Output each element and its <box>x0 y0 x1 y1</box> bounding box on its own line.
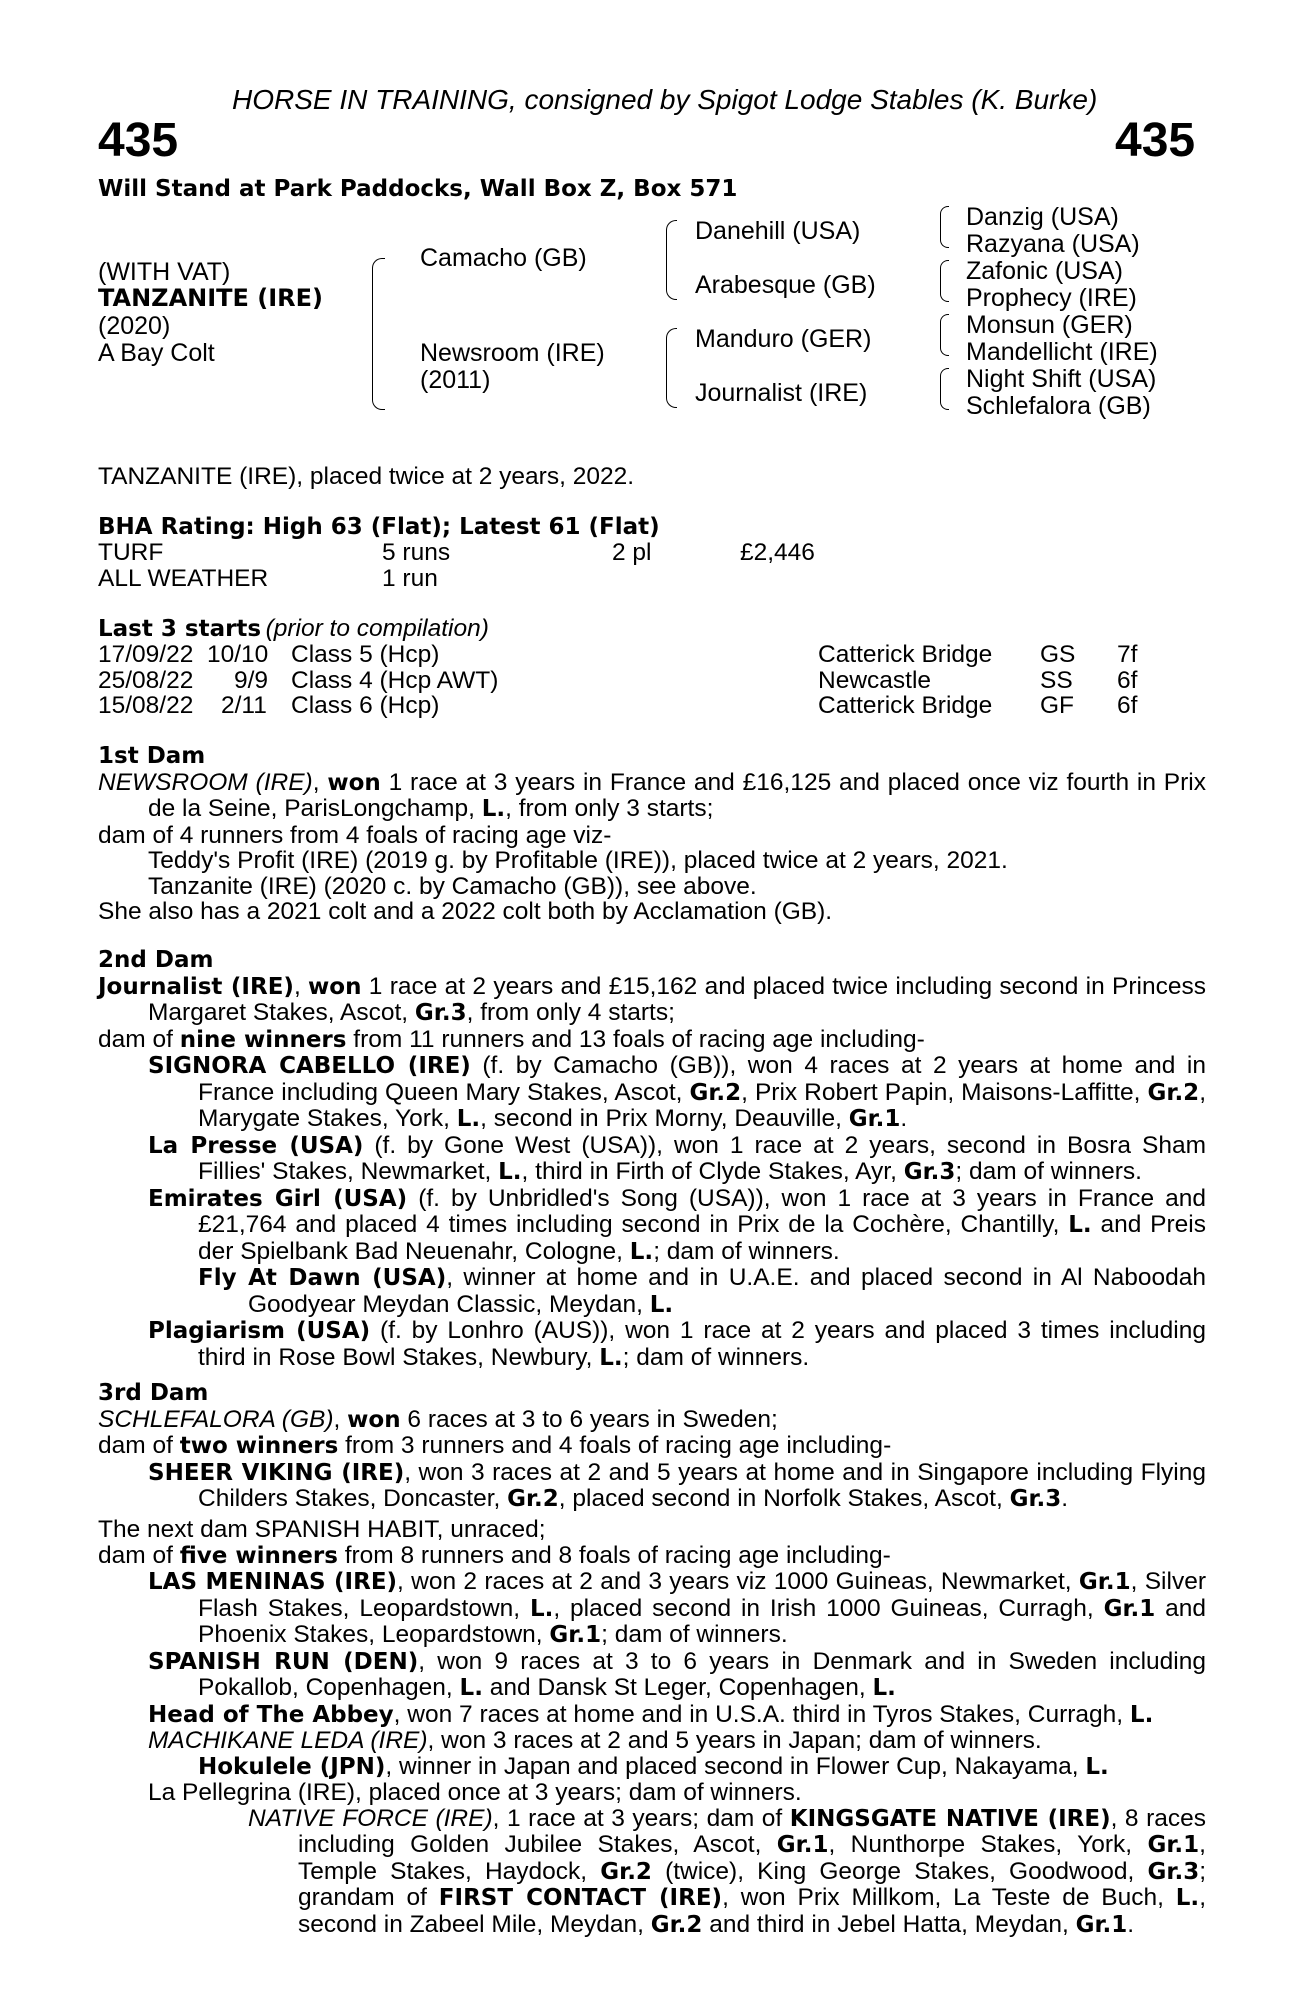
sire-dam: Arabesque (GB) <box>695 271 876 299</box>
start-distance: 6f <box>1117 667 1138 694</box>
start-position: 9/9 <box>234 667 269 694</box>
horse-name: TANZANITE (IRE) <box>98 284 324 312</box>
start-going: GF <box>1040 692 1075 719</box>
start-course: Catterick Bridge <box>818 641 993 668</box>
rating-runs: 5 runs <box>382 539 451 566</box>
start-going: SS <box>1040 667 1073 694</box>
dam-dam: Journalist (IRE) <box>695 379 868 407</box>
ped-sdd: Prophecy (IRE) <box>966 284 1137 312</box>
dam-year: (2011) <box>420 366 491 394</box>
rating-runs: 1 run <box>382 565 438 592</box>
produce-item: SHEER VIKING (IRE), won 3 races at 2 and 5 years at home and in Singapore including Flying Childers Stakes, Doncaster, Gr.2, placed second in Norfolk Stakes, Ascot, Gr.3. <box>148 1458 1206 1512</box>
start-date: 15/08/22 <box>98 692 194 719</box>
dam-record: SCHLEFALORA (GB), won 6 races at 3 to 6 years in Sweden; <box>98 1405 778 1433</box>
ped-sss: Danzig (USA) <box>966 203 1119 231</box>
rating-earnings: £2,446 <box>740 539 815 566</box>
rating-placed: 2 pl <box>612 539 652 566</box>
dam-record: NEWSROOM (IRE), won 1 race at 3 years in France and £16,125 and placed once viz fourth in Prix de la Seine, ParisLongchamp, L., from only 3 starts; <box>98 768 1206 822</box>
rating-surface: ALL WEATHER <box>98 565 269 592</box>
produce-intro: dam of five winners from 8 runners and 8 foals of racing age including- <box>98 1541 891 1569</box>
start-course: Catterick Bridge <box>818 692 993 719</box>
pedigree-brace <box>372 258 385 410</box>
rating-title: BHA Rating: High 63 (Flat); Latest 61 (Flat) <box>98 514 660 540</box>
lot-number-left: 435 <box>98 114 179 167</box>
starts-heading <box>98 616 489 642</box>
produce-note: She also has a 2021 colt and a 2022 colt both by Acclamation (GB). <box>98 898 833 925</box>
pedigree-brace <box>940 314 949 356</box>
ped-dss: Monsun (GER) <box>966 311 1133 339</box>
start-date: 25/08/22 <box>98 667 194 694</box>
starts-title: Last 3 starts <box>98 616 262 642</box>
vat-note: (WITH VAT) <box>98 258 231 286</box>
first-dam-section <box>98 744 1206 925</box>
produce-item: NATIVE FORCE (IRE), 1 race at 3 years; dam of KINGSGATE NATIVE (IRE), 8 races including Golden Jubilee Stakes, Ascot, Gr.1, Nunthorpe Stakes, York, Gr.1, Temple Stakes, Haydock, Gr.2 (twice), King George Stakes, Goodwood, Gr.3; grandam of FIRST CONTACT (IRE), won Prix Millkom, La Teste de Buch, L., second in Zabeel Mile, Meydan, Gr.2 and third in Jebel Hatta, Meydan, Gr.1. <box>248 1804 1207 1938</box>
ped-ddd: Schlefalora (GB) <box>966 392 1151 420</box>
produce-item: SPANISH RUN (DEN), won 9 races at 3 to 6 years in Denmark and in Sweden including Pokallob, Copenhagen, L. and Dansk St Leger, Copenhagen, L. <box>148 1647 1206 1701</box>
produce-intro: dam of two winners from 3 runners and 4 foals of racing age including- <box>98 1432 892 1459</box>
produce-item: Tanzanite (IRE) (2020 c. by Camacho (GB)), see above. <box>148 872 757 900</box>
start-going: GS <box>1040 641 1076 668</box>
start-position: 10/10 <box>207 641 269 668</box>
ped-ssd: Razyana (USA) <box>966 230 1140 258</box>
dam-record: Journalist (IRE), won 1 race at 2 years and £15,162 and placed twice including second in Princess Margaret Stakes, Ascot, Gr.3, from only 4 starts; <box>98 972 1206 1026</box>
pedigree-brace <box>940 260 949 302</box>
sire: Camacho (GB) <box>420 244 587 272</box>
produce-item: LAS MENINAS (IRE), won 2 races at 2 and 3 years viz 1000 Guineas, Newmarket, Gr.1, Silver Flash Stakes, Leopardstown, L., placed second in Irish 1000 Guineas, Curragh, Gr.1 and Phoenix Stakes, Leopardstown, Gr.1; dam of winners. <box>148 1568 1206 1648</box>
produce-item: Head of The Abbey, won 7 races at home and in U.S.A. third in Tyros Stakes, Curragh, L. <box>148 1700 1154 1728</box>
sire-sire: Danehill (USA) <box>695 217 861 245</box>
pedigree-brace <box>666 220 677 300</box>
section-heading: 1st Dam <box>98 743 206 769</box>
consignment-header: HORSE IN TRAINING, consigned by Spigot Lodge Stables (K. Burke) <box>232 84 1098 115</box>
start-position: 2/11 <box>221 692 267 719</box>
ped-sds: Zafonic (USA) <box>966 257 1123 285</box>
horse-year: (2020) <box>98 312 171 340</box>
pedigree-brace <box>666 328 677 408</box>
produce-item: MACHIKANE LEDA (IRE), won 3 races at 2 and 5 years in Japan; dam of winners. <box>148 1727 1042 1754</box>
pedigree-brace <box>940 368 949 410</box>
section-heading: 3rd Dam <box>98 1380 209 1406</box>
produce-item: SIGNORA CABELLO (IRE) (f. by Camacho (GB)), won 4 races at 2 years at home and in France including Queen Mary Stakes, Ascot, Gr.2, Prix Robert Papin, Maisons-Laffitte, Gr.2, Marygate Stakes, York, L., second in Prix Morny, Deauville, Gr.1. <box>148 1052 1206 1132</box>
third-dam-section <box>98 1381 1206 1513</box>
start-race: Class 6 (Hcp) <box>291 692 440 719</box>
lot-number-right: 435 <box>1115 114 1196 167</box>
start-course: Newcastle <box>818 667 932 694</box>
start-date: 17/09/22 <box>98 641 194 668</box>
produce-item: Plagiarism (USA) (f. by Lonhro (AUS)), won 1 race at 2 years and placed 3 times including third in Rose Bowl Stakes, Newbury, L.; dam of winners. <box>148 1317 1206 1371</box>
ped-dds: Night Shift (USA) <box>966 365 1157 393</box>
dam-record: The next dam SPANISH HABIT, unraced; <box>98 1516 546 1543</box>
second-dam-section <box>98 948 1206 1371</box>
start-race: Class 4 (Hcp AWT) <box>291 667 499 694</box>
produce-item: Emirates Girl (USA) (f. by Unbridled's Song (USA)), won 1 race at 3 years in France and £21,764 and placed 4 times including second in Prix de la Cochère, Chantilly, L. and Preis der Spielbank Bad Neuenahr, Cologne, L.; dam of winners. <box>148 1184 1207 1265</box>
produce-item: Teddy's Profit (IRE) (2019 g. by Profitable (IRE)), placed twice at 2 years, 2021. <box>148 847 1008 874</box>
produce-item: Hokulele (JPN), winner in Japan and placed second in Flower Cup, Nakayama, L. <box>198 1752 1109 1780</box>
summary: TANZANITE (IRE), placed twice at 2 years, 2022. <box>98 463 635 490</box>
stand-location: Will Stand at Park Paddocks, Wall Box Z, Box 571 <box>98 176 738 202</box>
ped-dsd: Mandellicht (IRE) <box>966 338 1158 366</box>
dam-sire: Manduro (GER) <box>695 325 872 353</box>
start-race: Class 5 (Hcp) <box>291 641 440 668</box>
pedigree-brace <box>940 206 949 248</box>
start-distance: 7f <box>1117 641 1138 668</box>
produce-item: La Pellegrina (IRE), placed once at 3 years; dam of winners. <box>148 1779 802 1806</box>
section-heading: 2nd Dam <box>98 947 214 973</box>
produce-intro: dam of 4 runners from 4 foals of racing age viz- <box>98 821 612 849</box>
rating-surface: TURF <box>98 539 164 566</box>
produce-item: La Presse (USA) (f. by Gone West (USA)), won 1 race at 2 years, second in Bosra Sham Fillies' Stakes, Newmarket, L., third in Firth of Clyde Stakes, Ayr, Gr.3; dam of winners. <box>148 1131 1206 1185</box>
produce-intro: dam of nine winners from 11 runners and 13 foals of racing age including- <box>98 1025 925 1053</box>
starts-note: (prior to compilation) <box>265 615 489 642</box>
dam: Newsroom (IRE) <box>420 339 605 367</box>
horse-description: A Bay Colt <box>98 339 215 367</box>
produce-item: Fly At Dawn (USA), winner at home and in U.A.E. and placed second in Al Naboodah Goodyear Meydan Classic, Meydan, L. <box>198 1264 1206 1318</box>
fourth-dam-section <box>98 1517 1206 1938</box>
start-distance: 6f <box>1117 692 1138 719</box>
